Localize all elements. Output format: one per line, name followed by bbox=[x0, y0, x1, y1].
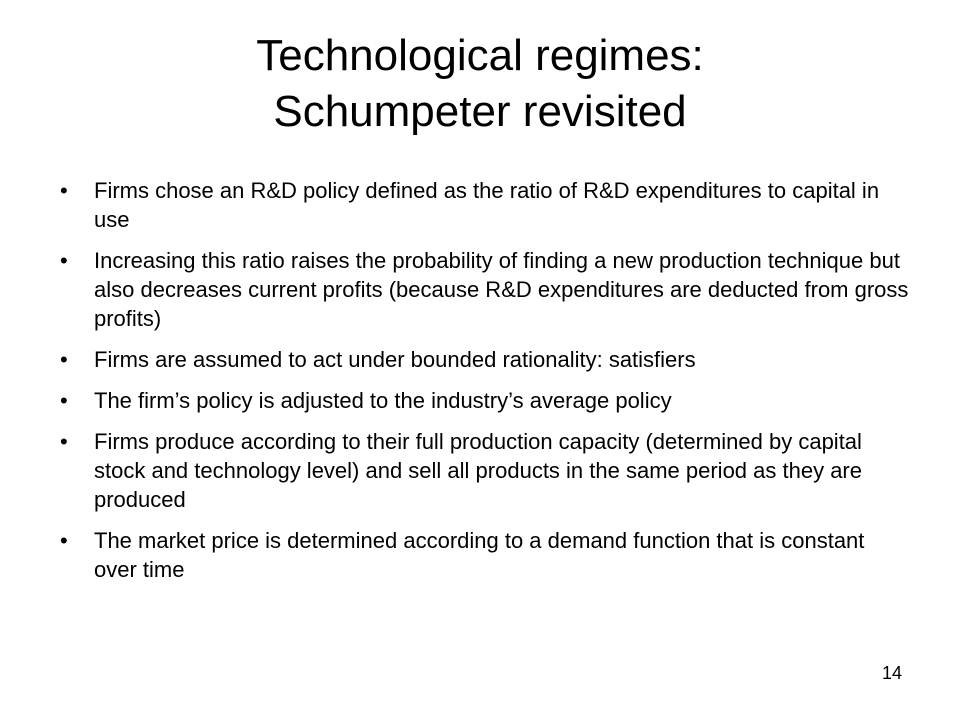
bullet-text: Firms produce according to their full production capacity (determined by capital stock and technology level) and sell all products in the same period as they are produced bbox=[94, 429, 862, 512]
bullet-text: The market price is determined according to a demand function that is constant over time bbox=[94, 528, 865, 582]
bullet-text: Firms chose an R&D policy defined as the ratio of R&D expenditures to capital in use bbox=[94, 178, 880, 232]
bullet-marker: • bbox=[60, 388, 68, 413]
bullet-list bbox=[60, 176, 910, 596]
bullet-marker: • bbox=[60, 347, 68, 372]
bullet-item bbox=[60, 526, 910, 584]
page-number: 14 bbox=[881, 663, 902, 683]
bullet-marker: • bbox=[60, 528, 68, 553]
bullet-marker: • bbox=[60, 429, 68, 454]
bullet-item bbox=[60, 176, 910, 234]
bullet-item bbox=[60, 386, 910, 415]
title-line-1: Technological regimes: bbox=[256, 31, 704, 80]
bullet-text: Increasing this ratio raises the probability of finding a new production technique but also decreases current profits (because R&D expenditures are deducted from gross profits) bbox=[94, 248, 909, 331]
slide-title bbox=[0, 28, 960, 140]
bullet-item bbox=[60, 246, 910, 333]
bullet-item bbox=[60, 427, 910, 514]
bullet-text: Firms are assumed to act under bounded rationality: satisfiers bbox=[94, 347, 696, 372]
bullet-marker: • bbox=[60, 178, 68, 203]
title-line-2: Schumpeter revisited bbox=[273, 87, 687, 136]
bullet-marker: • bbox=[60, 248, 68, 273]
bullet-item bbox=[60, 345, 910, 374]
bullet-text: The firm’s policy is adjusted to the industry’s average policy bbox=[94, 388, 672, 413]
